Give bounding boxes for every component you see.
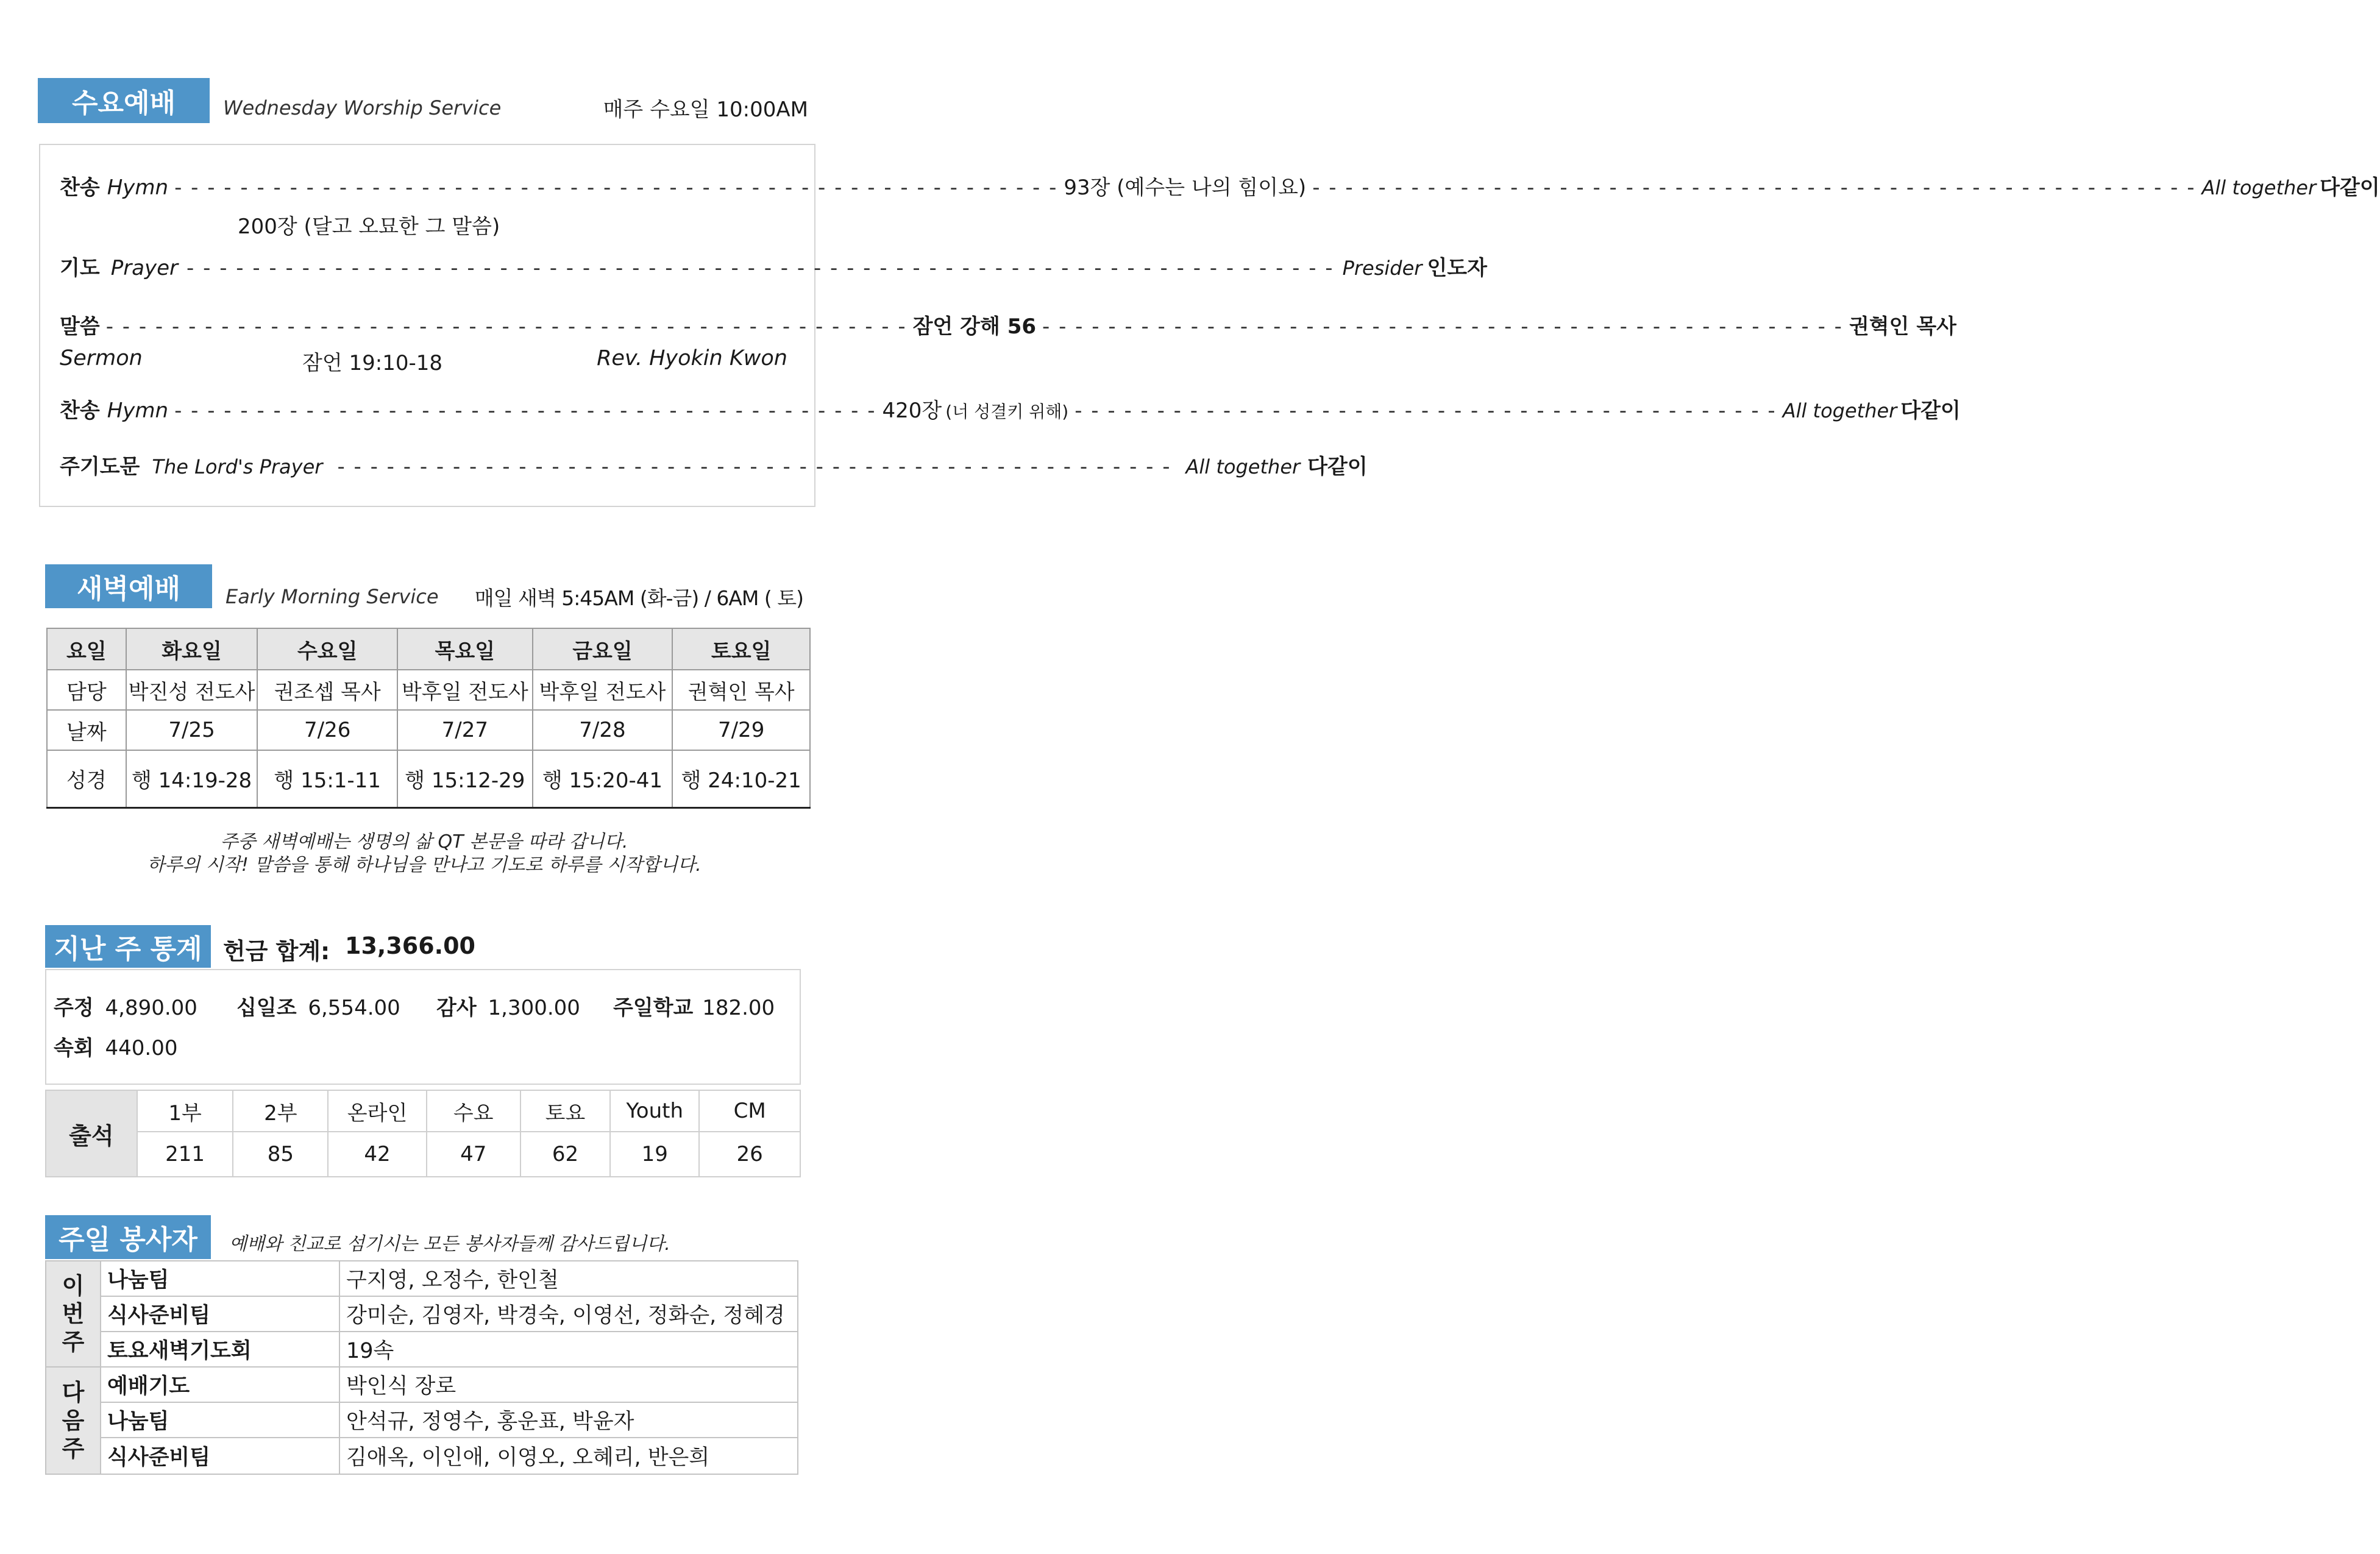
dawn-cell: 7/28 (533, 710, 673, 750)
attendance-header-cell: 수요 (427, 1090, 520, 1132)
prayer-en-right: Presider (1342, 257, 1423, 280)
dawn-row-date (47, 710, 810, 750)
volunteer-names: 구지영, 오정수, 한인철 (339, 1261, 798, 1296)
dawn-cell: 7/25 (126, 710, 258, 750)
volunteer-row (46, 1402, 798, 1438)
volunteer-role: 예배기도 (101, 1367, 339, 1402)
attendance-header-cell: CM (699, 1090, 800, 1132)
offering-label: 주정 (54, 996, 94, 1020)
attendance-value: 62 (520, 1132, 611, 1177)
dash-leader: - - - - - - - - - - - - - - - - - - - - - - - - - - - - - - - - - - - - - - - - - - - - - - - - - (1042, 314, 1843, 339)
dawn-cell: 행 15:20-41 (533, 750, 673, 807)
dawn-cell: 성경 (47, 750, 126, 807)
prayer-ko-right: 인도자 (1427, 256, 1487, 280)
offering-value: 1,300.00 (488, 996, 580, 1020)
hymn-en: Hymn (107, 176, 169, 200)
offering-value: 440.00 (105, 1036, 178, 1060)
sermon-scripture: 잠언 19:10-18 (302, 351, 443, 375)
offering-item-thanks (436, 991, 580, 1021)
order-sermon (60, 310, 1957, 339)
dawn-header-cell: 금요일 (533, 628, 673, 670)
dawn-cell: 권조셉 목사 (257, 670, 397, 710)
volunteer-names: 김애옥, 이인애, 이영오, 오혜리, 반은희 (339, 1438, 798, 1474)
hymn-en-right: All together (2201, 176, 2317, 199)
hymn-en-right: All together (1782, 399, 1897, 422)
dawn-cell: 박후일 전도사 (397, 670, 533, 710)
dawn-header-row (47, 628, 810, 670)
hymn-content: 93장 (예수는 나의 힘이요) (1064, 176, 1307, 200)
stats-title: 지난 주 통계 (45, 925, 211, 968)
order-hymn-2: 200장 (달고 오묘한 그 말씀) (238, 215, 500, 239)
sermon-en: Sermon (60, 346, 143, 371)
order-hymn-closing (60, 394, 1961, 424)
dawn-header-cell: 토요일 (672, 628, 810, 670)
volunteer-row (46, 1261, 798, 1296)
volunteer-role: 식사준비팀 (101, 1438, 339, 1474)
dawn-cell: 7/27 (397, 710, 533, 750)
attendance-value: 19 (610, 1132, 699, 1177)
order-hymn-1 (60, 171, 2380, 200)
volunteer-row (46, 1367, 798, 1402)
preacher-en: Rev. Hyokin Kwon (597, 346, 787, 371)
attendance-value: 42 (328, 1132, 427, 1177)
volunteer-names: 19속 (339, 1332, 798, 1367)
sermon-ko: 말씀 (60, 314, 100, 339)
volunteer-role: 나눔팀 (101, 1261, 339, 1296)
dawn-cell: 행 15:12-29 (397, 750, 533, 807)
lords-prayer-ko: 주기도문 (60, 455, 140, 479)
prayer-ko: 기도 (60, 256, 100, 280)
offering-item-tithe (236, 991, 400, 1021)
dawn-header-cell: 수요일 (257, 628, 397, 670)
offering-value: 4,890.00 (105, 996, 197, 1020)
dash-leader: - - - - - - - - - - - - - - - - - - - - - - - - - - - - - - - - - - - - - - - - - - - (1075, 399, 1777, 423)
dawn-cell: 박후일 전도사 (533, 670, 673, 710)
offering-label: 십일조 (236, 996, 297, 1020)
wednesday-subtitle: Wednesday Worship Service (223, 96, 502, 119)
attendance-header-cell: 1부 (137, 1090, 233, 1132)
attendance-value: 211 (137, 1132, 233, 1177)
attendance-header-cell: 온라인 (328, 1090, 427, 1132)
dawn-cell: 날짜 (47, 710, 126, 750)
dawn-schedule: 매일 새벽 5:45AM (화-금) / 6AM ( 토) (474, 586, 803, 610)
offering-total-value: 13,366.00 (345, 932, 475, 959)
offering-item-cell (54, 1031, 177, 1061)
volunteers-table (45, 1260, 798, 1475)
dawn-note-1: 주중 새벽예배는 생명의 삶 QT 본문을 따라 갑니다. (220, 831, 628, 853)
dawn-subtitle: Early Morning Service (226, 585, 439, 608)
dash-leader: - - - - - - - - - - - - - - - - - - - - - - - - - - - - - - - - - - - - - - - - - - - - - - - - - (105, 314, 907, 339)
dawn-cell: 권혁인 목사 (672, 670, 810, 710)
hymn-content: 420장 (882, 399, 942, 423)
attendance-value-row (46, 1132, 800, 1177)
dawn-cell: 박진성 전도사 (126, 670, 258, 710)
this-week-label: 이 번 주 (46, 1261, 101, 1367)
offering-label: 속회 (54, 1036, 94, 1060)
volunteer-role: 식사준비팀 (101, 1296, 339, 1332)
dawn-row-scripture (47, 750, 810, 807)
dawn-header-cell: 화요일 (126, 628, 258, 670)
dash-leader: - - - - - - - - - - - - - - - - - - - - - - - - - - - - - - - - - - - - - - - - - - - - - - - - - - - (337, 455, 1171, 479)
hymn-ko-right: 다같이 (2320, 176, 2380, 200)
volunteer-role: 토요새벽기도회 (101, 1332, 339, 1367)
volunteers-title: 주일 봉사자 (45, 1215, 211, 1259)
wednesday-schedule: 매주 수요일 10:00AM (603, 98, 808, 122)
volunteers-subtitle: 예배와 친교로 섬기시는 모든 봉사자들께 감사드립니다. (229, 1233, 670, 1255)
attendance-value: 26 (699, 1132, 800, 1177)
dawn-title: 새벽예배 (45, 564, 212, 608)
lords-prayer-en: The Lord's Prayer (152, 455, 323, 478)
lords-prayer-en-right: All together (1185, 455, 1301, 478)
order-prayer (60, 251, 1487, 281)
prayer-en: Prayer (110, 256, 179, 280)
hymn-en: Hymn (107, 399, 169, 423)
offering-label: 감사 (436, 996, 477, 1020)
attendance-header-cell: Youth (610, 1090, 699, 1132)
hymn-ko-right: 다같이 (1900, 399, 1961, 423)
hymn-ko: 찬송 (60, 399, 100, 423)
offering-item-weekly (54, 991, 197, 1021)
wednesday-title: 수요예배 (38, 78, 210, 123)
next-week-label: 다 음 주 (46, 1367, 101, 1474)
dash-leader: - - - - - - - - - - - - - - - - - - - - - - - - - - - - - - - - - - - - - - - - - - - - - - - - - - - - - - (1312, 176, 2196, 200)
volunteer-row (46, 1332, 798, 1367)
dash-leader: - - - - - - - - - - - - - - - - - - - - - - - - - - - - - - - - - - - - - - - - - - - - - - - - - - - - - - (174, 176, 1058, 200)
hymn-ko: 찬송 (60, 176, 100, 200)
dawn-row-leader (47, 670, 810, 710)
dawn-header-cell: 목요일 (397, 628, 533, 670)
attendance-value: 47 (427, 1132, 520, 1177)
dash-leader: - - - - - - - - - - - - - - - - - - - - - - - - - - - - - - - - - - - - - - - - - - - (174, 399, 876, 423)
dawn-table (46, 628, 811, 809)
hymn-content-title: (너 성결키 위해) (945, 402, 1069, 422)
dawn-note-2: 하루의 시작! 말씀을 통해 하나님을 만나고 기도로 하루를 시작합니다. (147, 854, 702, 876)
dash-leader: - - - - - - - - - - - - - - - - - - - - - - - - - - - - - - - - - - - - - - - - - - - - - - - - - - - - - - - - - - - - - - - - - - - - - - (186, 256, 1334, 280)
attendance-label: 출석 (46, 1090, 137, 1177)
dawn-cell: 행 15:1-11 (257, 750, 397, 807)
attendance-header-cell: 토요 (520, 1090, 611, 1132)
volunteer-row (46, 1438, 798, 1474)
volunteer-names: 안석규, 정영수, 홍운표, 박윤자 (339, 1402, 798, 1438)
volunteer-row (46, 1296, 798, 1332)
attendance-value: 85 (233, 1132, 328, 1177)
volunteer-role: 나눔팀 (101, 1402, 339, 1438)
attendance-header-row (46, 1090, 800, 1132)
offering-value: 6,554.00 (308, 996, 400, 1020)
dawn-cell: 행 14:19-28 (126, 750, 258, 807)
dawn-cell: 담당 (47, 670, 126, 710)
sermon-title: 잠언 강해 56 (912, 314, 1037, 339)
dawn-cell: 행 24:10-21 (672, 750, 810, 807)
dawn-header-cell: 요일 (47, 628, 126, 670)
preacher-name: 권혁인 목사 (1849, 314, 1957, 339)
offering-total-label: 헌금 합계: (223, 938, 330, 965)
volunteer-names: 박인식 장로 (339, 1367, 798, 1402)
order-lords-prayer (60, 450, 1368, 480)
attendance-header-cell: 2부 (233, 1090, 328, 1132)
offering-item-sunday-school (613, 991, 775, 1021)
dawn-cell: 7/29 (672, 710, 810, 750)
dawn-cell: 7/26 (257, 710, 397, 750)
lords-prayer-ko-right: 다같이 (1307, 455, 1368, 479)
offering-value: 182.00 (702, 996, 775, 1020)
offering-box (45, 969, 801, 1085)
offering-label: 주일학교 (613, 996, 694, 1020)
volunteer-names: 강미순, 김영자, 박경숙, 이영선, 정화순, 정혜경 (339, 1296, 798, 1332)
attendance-table (45, 1090, 801, 1177)
